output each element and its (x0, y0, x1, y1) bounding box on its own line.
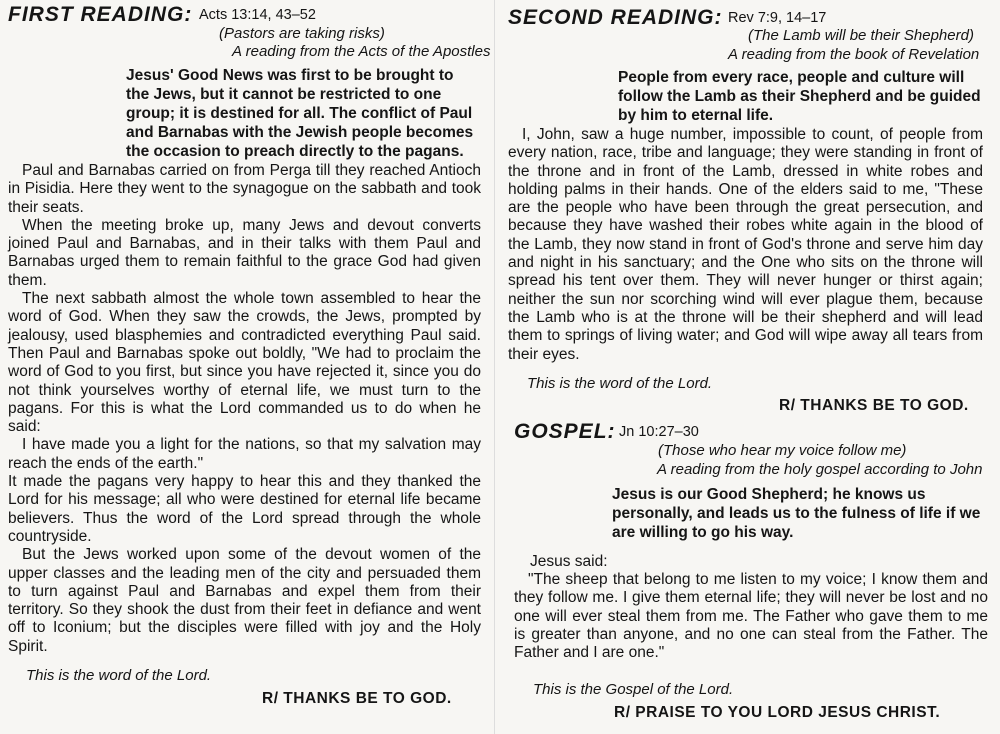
first-reading-closing: This is the word of the Lord. (26, 667, 212, 684)
paragraph: It made the pagans very happy to hear this and they thanked the Lord for his message; all who were destined for eternal life became believers. Thus the word of the Lord spread through the whole countryside. (8, 473, 481, 545)
first-reading-citation: Acts 13:14, 43–52 (199, 7, 316, 23)
second-reading-summary: People from every race, people and culture will follow the Lamb as their Shepherd and be guided by him to eternal life. (618, 69, 981, 124)
first-reading-source: A reading from the Acts of the Apostles (232, 43, 491, 60)
first-reading-page (0, 0, 490, 734)
second-reading-heading: SECOND READING: (508, 6, 723, 29)
paragraph: But the Jews worked upon some of the devout women of the upper classes and the leading men of the city and persuaded them to turn against Paul and Barnabas and expel them from their territory. So they shook the dust from their feet in defiance and went off to Iconium; but the disciples were filled with joy and the Holy Spirit. (8, 546, 481, 655)
gospel-closing: This is the Gospel of the Lord. (533, 681, 734, 698)
page-gutter (494, 0, 495, 734)
paragraph: When the meeting broke up, many Jews and devout converts joined Paul and Barnabas, and in their talks with them Paul and Barnabas urged them to remain faithful to the grace God had given them. (8, 216, 481, 289)
gospel-text (514, 571, 988, 662)
paragraph: The next sabbath almost the whole town assembled to hear the word of God. When they saw the crowds, the Jews, prompted by jealousy, used blasphemies and contradicted everything Paul said. Then Paul and Barnabas spoke out boldly, "We had to proclaim the word of God to you first, but since you have rejected it, since you do not think yourselves worthy of eternal life, we must turn to the pagans. For this is what the Lord commanded us to do when he said: (8, 290, 481, 436)
first-reading-text (8, 162, 481, 656)
second-reading-text (508, 126, 983, 364)
second-reading-citation: Rev 7:9, 14–17 (728, 10, 827, 26)
gospel-summary: Jesus is our Good Shepherd; he knows us personally, and leads us to the fulness of life if we are willing to go his way. (612, 486, 981, 541)
gospel-heading: GOSPEL: (514, 420, 616, 443)
first-reading-summary: Jesus' Good News was first to be brought to the Jews, but it cannot be restricted to one group; it is destined for all. The conflict of Paul and Barnabas with the Jewish people becomes the occasion to preach directly to the pagans. (126, 67, 474, 160)
gospel-source: A reading from the holy gospel according to John (657, 461, 983, 478)
gospel-intro: Jesus said: (530, 553, 608, 570)
second-reading-theme: (The Lamb will be their Shepherd) (748, 27, 974, 44)
gospel-citation: Jn 10:27–30 (619, 424, 699, 440)
paragraph: I, John, saw a huge number, impossible to count, of people from every nation, race, tribe and language; they were standing in front of the throne and in front of the Lamb, dressed in white robes and holding palms in their hands. One of the elders said to me, "These are the people who have been through the great persecution, and because they have washed their robes white again in the blood of the Lamb, they now stand in front of God's throne and serve him day and night in his sanctuary; and the One who sits on the throne will spread his tent over them. They will never hunger or thirst again; neither the sun nor scorching wind will ever plague them, because the Lamb who is at the throne will be their shepherd and will lead them to springs of living water; and God will wipe away all tears from their eyes. (508, 126, 983, 363)
second-reading-closing: This is the word of the Lord. (527, 375, 713, 392)
first-reading-theme: (Pastors are taking risks) (219, 25, 385, 42)
paragraph: "The sheep that belong to me listen to my voice; I know them and they follow me. I give them eternal life; they will never be lost and no one will ever steal them from me. The Father who gave them to me is greater than anyone, and no one can steal from the Father. The Father and I are one." (514, 571, 988, 662)
second-reading-response: R/ THANKS BE TO GOD. (779, 397, 969, 414)
gospel-theme: (Those who hear my voice follow me) (658, 442, 907, 459)
second-reading-page (500, 0, 1000, 734)
first-reading-heading: FIRST READING: (8, 3, 193, 26)
second-reading-source: A reading from the book of Revelation (728, 46, 980, 63)
quoted-verse: I have made you a light for the nations, so that my salvation may reach the ends of the earth." (8, 436, 481, 472)
paragraph: Paul and Barnabas carried on from Perga till they reached Antioch in Pisidia. Here they went to the synagogue on the sabbath and took their seats. (8, 162, 481, 216)
gospel-response: R/ PRAISE TO YOU LORD JESUS CHRIST. (614, 704, 941, 721)
first-reading-response: R/ THANKS BE TO GOD. (262, 690, 452, 707)
